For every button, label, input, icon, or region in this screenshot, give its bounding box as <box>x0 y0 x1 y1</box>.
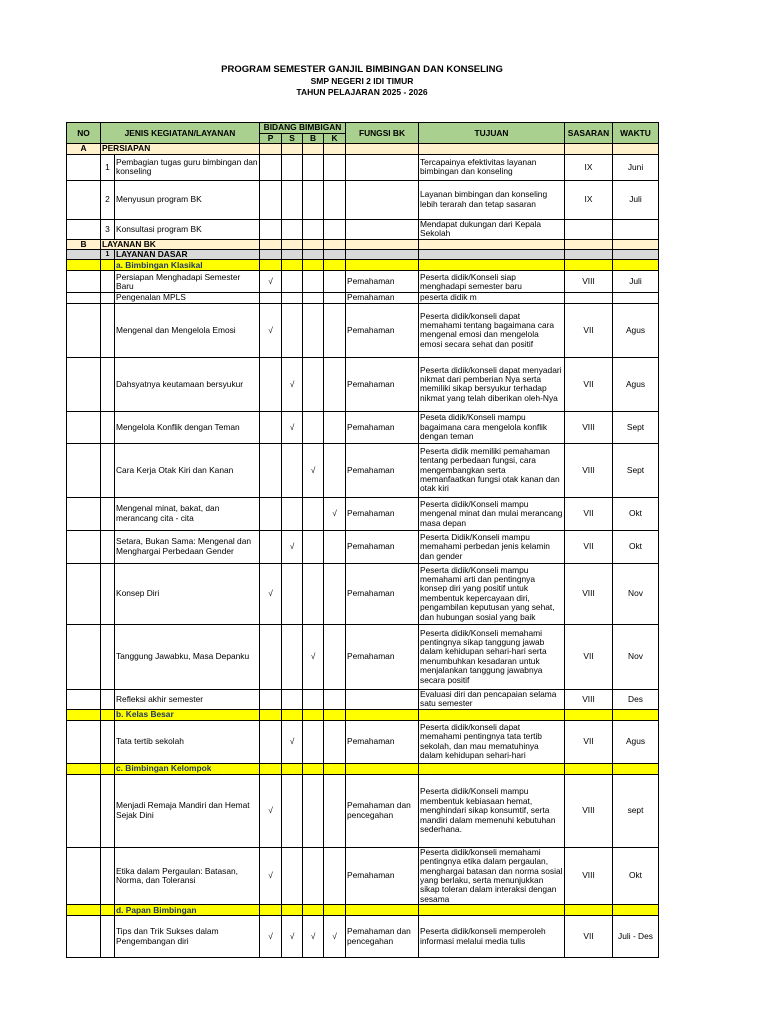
tujuan-cell: Peserta didik/konseli memperoleh informasi melalui media tulis <box>419 916 565 958</box>
tujuan-cell: Mendapat dukungan dari Kepala Sekolah <box>419 219 565 239</box>
check-p <box>260 219 282 239</box>
waktu-cell: sept <box>613 774 659 847</box>
check-s <box>282 497 303 530</box>
sasaran-cell: VII <box>565 497 613 530</box>
item-number <box>101 271 115 293</box>
check-k <box>324 720 346 763</box>
check-p: √ <box>260 774 282 847</box>
kegiatan-cell: Dahsyatnya keutamaan bersyukur <box>115 357 260 411</box>
category-row-kelas-besar <box>67 709 659 720</box>
item-number <box>101 530 115 563</box>
fungsi-cell: Pemahaman <box>346 293 419 303</box>
check-b <box>303 720 324 763</box>
check-b <box>303 293 324 303</box>
waktu-cell: Juni <box>613 154 659 180</box>
sasaran-cell: VIII <box>565 271 613 293</box>
check-s <box>282 154 303 180</box>
tujuan-cell: Peserta didik/konseli dapat menyadari nikmat dari pemberian Nya serta memiliki sikap bersyukur terhadap nikmat yang telah diberikan oleh-Nya <box>419 357 565 411</box>
waktu-cell <box>613 219 659 239</box>
header-fungsi: FUNGSI BK <box>346 123 419 144</box>
header-tujuan: TUJUAN <box>419 123 565 144</box>
check-b: √ <box>303 624 324 689</box>
waktu-cell: Des <box>613 689 659 709</box>
kegiatan-cell: Setara, Bukan Sama: Mengenal dan Menghargai Perbedaan Gender <box>115 530 260 563</box>
fungsi-cell: Pemahaman <box>346 271 419 293</box>
item-number <box>101 411 115 443</box>
fungsi-cell: Pemahaman dan pencegahan <box>346 916 419 958</box>
table-row <box>67 624 659 689</box>
check-b <box>303 497 324 530</box>
tujuan-cell: Peserta didik memiliki pemahaman tentang perbedaan fungsi, cara mengembangkan serta memanfaatkan fungsi otak kanan dan otak kiri <box>419 443 565 497</box>
table-row <box>67 530 659 563</box>
kegiatan-cell: Etika dalam Pergaulan: Batasan, Norma, dan Toleransi <box>115 847 260 904</box>
table-row <box>67 293 659 303</box>
table-row <box>67 563 659 624</box>
sasaran-cell: VIII <box>565 443 613 497</box>
check-s <box>282 303 303 357</box>
check-s <box>282 624 303 689</box>
fungsi-cell: Pemahaman <box>346 530 419 563</box>
kegiatan-cell: Mengenal minat, bakat, dan merancang cita - cita <box>115 497 260 530</box>
sasaran-cell: VIII <box>565 774 613 847</box>
fungsi-cell: Pemahaman <box>346 303 419 357</box>
item-number <box>101 357 115 411</box>
check-s: √ <box>282 916 303 958</box>
sasaran-cell: VIII <box>565 847 613 904</box>
category-row-kelompok <box>67 763 659 774</box>
tujuan-cell: Peserta didik/konseli memahami pentingnya etika dalam pergaulan, menghargai batasan dan norma sosial yang berlaku, serta menunjukkan sikap toleran dalam interaksi dengan sesama <box>419 847 565 904</box>
check-p <box>260 180 282 219</box>
tujuan-cell: Peserta didik/Konseli mampu memahami arti dan pentingnya konsep diri yang positif untuk membentuk kepercayaan diri, pengambilan keputusan yang sehat, dan hubungan sosial yang baik <box>419 563 565 624</box>
table-row <box>67 720 659 763</box>
kegiatan-cell: Pengenalan MPLS <box>115 293 260 303</box>
sasaran-cell <box>565 219 613 239</box>
document-title: PROGRAM SEMESTER GANJIL BIMBINGAN DAN KONSELING <box>221 64 503 75</box>
waktu-cell: Sept <box>613 443 659 497</box>
check-p <box>260 720 282 763</box>
fungsi-cell: Pemahaman <box>346 443 419 497</box>
fungsi-cell: Pemahaman dan pencegahan <box>346 774 419 847</box>
table-row <box>67 180 659 219</box>
table-row <box>67 357 659 411</box>
section-label: LAYANAN BK <box>101 239 260 249</box>
sasaran-cell: VII <box>565 530 613 563</box>
sasaran-cell: VII <box>565 303 613 357</box>
check-p: √ <box>260 271 282 293</box>
check-k <box>324 219 346 239</box>
check-s <box>282 774 303 847</box>
kegiatan-cell: Pembagian tugas guru bimbingan dan konseling <box>115 154 260 180</box>
check-b <box>303 180 324 219</box>
waktu-cell: Sept <box>613 411 659 443</box>
subsection-number: 1 <box>101 250 115 260</box>
item-number <box>101 563 115 624</box>
check-b <box>303 357 324 411</box>
check-s: √ <box>282 357 303 411</box>
item-number <box>101 497 115 530</box>
check-k <box>324 271 346 293</box>
kegiatan-cell: Konsep Diri <box>115 563 260 624</box>
header-kegiatan: JENIS KEGIATAN/LAYANAN <box>101 123 260 144</box>
waktu-cell: Nov <box>613 563 659 624</box>
kegiatan-cell: Konsultasi program BK <box>115 219 260 239</box>
header-bidang: BIDANG BIMBIGAN <box>260 123 346 134</box>
section-row-layanan <box>67 239 659 249</box>
check-s <box>282 689 303 709</box>
fungsi-cell: Pemahaman <box>346 847 419 904</box>
fungsi-cell: Pemahaman <box>346 624 419 689</box>
check-p: √ <box>260 916 282 958</box>
fungsi-cell: Pemahaman <box>346 563 419 624</box>
item-number <box>101 774 115 847</box>
kegiatan-cell: Menjadi Remaja Mandiri dan Hemat Sejak Dini <box>115 774 260 847</box>
subsection-label: LAYANAN DASAR <box>115 250 260 260</box>
tujuan-cell: Layanan bimbingan dan konseling lebih terarah dan tetap sasaran <box>419 180 565 219</box>
check-b <box>303 689 324 709</box>
tujuan-cell: Peserta didik/Konseli mampu membentuk kebiasaan hemat, menghindari sikap konsumtif, serta mandiri dalam memenuhi kebutuhan sederhana. <box>419 774 565 847</box>
tujuan-cell: Evaluasi diri dan pencapaian selama satu semester <box>419 689 565 709</box>
table-row <box>67 154 659 180</box>
waktu-cell: Juli - Des <box>613 916 659 958</box>
fungsi-cell: Pemahaman <box>346 497 419 530</box>
sasaran-cell: VIII <box>565 411 613 443</box>
waktu-cell: Nov <box>613 624 659 689</box>
sasaran-cell <box>565 293 613 303</box>
header-p: P <box>260 134 282 144</box>
fungsi-cell <box>346 689 419 709</box>
check-b <box>303 219 324 239</box>
table-body <box>67 144 659 958</box>
fungsi-cell <box>346 219 419 239</box>
tujuan-cell: Peserta didik/Konseli mampu mengenal minat dan mulai merancang masa depan <box>419 497 565 530</box>
check-p <box>260 154 282 180</box>
check-b <box>303 847 324 904</box>
check-k <box>324 293 346 303</box>
check-s: √ <box>282 720 303 763</box>
header-s: S <box>282 134 303 144</box>
check-k: √ <box>324 916 346 958</box>
table-row <box>67 219 659 239</box>
section-letter: A <box>67 144 101 154</box>
waktu-cell: Agus <box>613 357 659 411</box>
check-k <box>324 563 346 624</box>
check-b <box>303 563 324 624</box>
academic-year: TAHUN PELAJARAN 2025 - 2026 <box>296 87 428 97</box>
waktu-cell: Okt <box>613 530 659 563</box>
sasaran-cell: VII <box>565 357 613 411</box>
sasaran-cell: IX <box>565 154 613 180</box>
check-p: √ <box>260 303 282 357</box>
waktu-cell: Juli <box>613 271 659 293</box>
check-k <box>324 180 346 219</box>
check-k <box>324 303 346 357</box>
header-sasaran: SASARAN <box>565 123 613 144</box>
header-no: NO <box>67 123 101 144</box>
check-k <box>324 411 346 443</box>
item-number: 1 <box>101 154 115 180</box>
tujuan-cell: Peserta didik/Konseli memahami pentingnya sikap tanggung jawab dalam kehidupan sehari-hari serta menumbuhkan kesadaran untuk menjalankan tanggung jawabnya secara positif <box>419 624 565 689</box>
header-k: K <box>324 134 346 144</box>
table-row <box>67 689 659 709</box>
table-row <box>67 443 659 497</box>
tujuan-cell: Peserta didik/konseli dapat memahami tentang bagaimana cara mengenal emosi dan mengelola emosi secara sehat dan positif <box>419 303 565 357</box>
sasaran-cell: VIII <box>565 563 613 624</box>
fungsi-cell: Pemahaman <box>346 411 419 443</box>
check-p <box>260 443 282 497</box>
check-k <box>324 624 346 689</box>
item-number <box>101 303 115 357</box>
subsection-row <box>67 250 659 260</box>
category-label: a. Bimbingan Klasikal <box>115 260 260 271</box>
check-b <box>303 154 324 180</box>
item-number <box>101 443 115 497</box>
check-p <box>260 624 282 689</box>
section-row-persiapan <box>67 144 659 154</box>
kegiatan-cell: Persiapan Menghadapi Semester Baru <box>115 271 260 293</box>
item-number <box>101 847 115 904</box>
check-p <box>260 497 282 530</box>
waktu-cell: Agus <box>613 720 659 763</box>
tujuan-cell: Peserta Didik/Konseli mampu memahami perbedan jenis kelamin dan gender <box>419 530 565 563</box>
sasaran-cell: IX <box>565 180 613 219</box>
check-s <box>282 219 303 239</box>
check-s <box>282 180 303 219</box>
check-k: √ <box>324 497 346 530</box>
category-label: b. Kelas Besar <box>115 709 260 720</box>
category-label: c. Bimbingan Kelompok <box>115 763 260 774</box>
check-k <box>324 357 346 411</box>
fungsi-cell <box>346 154 419 180</box>
table-row <box>67 303 659 357</box>
table-row <box>67 271 659 293</box>
kegiatan-cell: Cara Kerja Otak Kiri dan Kanan <box>115 443 260 497</box>
check-p <box>260 530 282 563</box>
waktu-cell: Juli <box>613 180 659 219</box>
check-b <box>303 303 324 357</box>
tujuan-cell: Peserta didik/Konseli siap menghadapi semester baru <box>419 271 565 293</box>
table-row <box>67 411 659 443</box>
check-s <box>282 443 303 497</box>
check-s <box>282 271 303 293</box>
header-b: B <box>303 134 324 144</box>
item-number <box>101 293 115 303</box>
check-b: √ <box>303 443 324 497</box>
check-b: √ <box>303 916 324 958</box>
check-b <box>303 774 324 847</box>
table-row <box>67 847 659 904</box>
check-k <box>324 689 346 709</box>
check-k <box>324 847 346 904</box>
section-label: PERSIAPAN <box>101 144 260 154</box>
tujuan-cell: Peseta didik/Konseli mampu bagaimana cara mengelola konflik dengan teman <box>419 411 565 443</box>
program-table <box>66 122 659 958</box>
item-number <box>101 689 115 709</box>
sasaran-cell: VII <box>565 720 613 763</box>
waktu-cell: Okt <box>613 497 659 530</box>
check-p: √ <box>260 847 282 904</box>
kegiatan-cell: Tanggung Jawabku, Masa Depanku <box>115 624 260 689</box>
item-number: 3 <box>101 219 115 239</box>
check-s: √ <box>282 411 303 443</box>
kegiatan-cell: Tips dan Trik Sukses dalam Pengembangan diri <box>115 916 260 958</box>
category-row-papan <box>67 905 659 916</box>
check-s: √ <box>282 530 303 563</box>
sasaran-cell: VII <box>565 916 613 958</box>
kegiatan-cell: Refleksi akhir semester <box>115 689 260 709</box>
waktu-cell: Okt <box>613 847 659 904</box>
waktu-cell: Agus <box>613 303 659 357</box>
header-waktu: WAKTU <box>613 123 659 144</box>
kegiatan-cell: Mengelola Konflik dengan Teman <box>115 411 260 443</box>
fungsi-cell <box>346 180 419 219</box>
table-row <box>67 497 659 530</box>
waktu-cell <box>613 293 659 303</box>
fungsi-cell: Pemahaman <box>346 720 419 763</box>
check-p <box>260 357 282 411</box>
sasaran-cell: VII <box>565 624 613 689</box>
category-row-klasikal <box>67 260 659 271</box>
check-k <box>324 154 346 180</box>
check-s <box>282 563 303 624</box>
check-k <box>324 443 346 497</box>
check-k <box>324 530 346 563</box>
sasaran-cell: VIII <box>565 689 613 709</box>
check-b <box>303 271 324 293</box>
check-s <box>282 293 303 303</box>
check-p: √ <box>260 563 282 624</box>
check-p <box>260 689 282 709</box>
tujuan-cell: Peserta didik/konseli dapat memahami pentingnya tata tertib sekolah, dan mau mematuhinya dalam kehidupan sehari-hari <box>419 720 565 763</box>
tujuan-cell: Tercapainya efektivitas layanan bimbingan dan konseling <box>419 154 565 180</box>
check-b <box>303 411 324 443</box>
table-row <box>67 916 659 958</box>
tujuan-cell: peserta didik m <box>419 293 565 303</box>
kegiatan-cell: Mengenal dan Mengelola Emosi <box>115 303 260 357</box>
check-s <box>282 847 303 904</box>
fungsi-cell: Pemahaman <box>346 357 419 411</box>
document-header <box>0 64 724 98</box>
check-k <box>324 774 346 847</box>
kegiatan-cell: Menyusun program BK <box>115 180 260 219</box>
section-letter: B <box>67 239 101 249</box>
check-b <box>303 530 324 563</box>
item-number <box>101 916 115 958</box>
item-number: 2 <box>101 180 115 219</box>
item-number <box>101 720 115 763</box>
kegiatan-cell: Tata tertib sekolah <box>115 720 260 763</box>
check-p <box>260 411 282 443</box>
item-number <box>101 624 115 689</box>
school-name: SMP NEGERI 2 IDI TIMUR <box>310 76 414 86</box>
category-label: d. Papan Bimbingan <box>115 905 260 916</box>
table-row <box>67 774 659 847</box>
check-p <box>260 293 282 303</box>
